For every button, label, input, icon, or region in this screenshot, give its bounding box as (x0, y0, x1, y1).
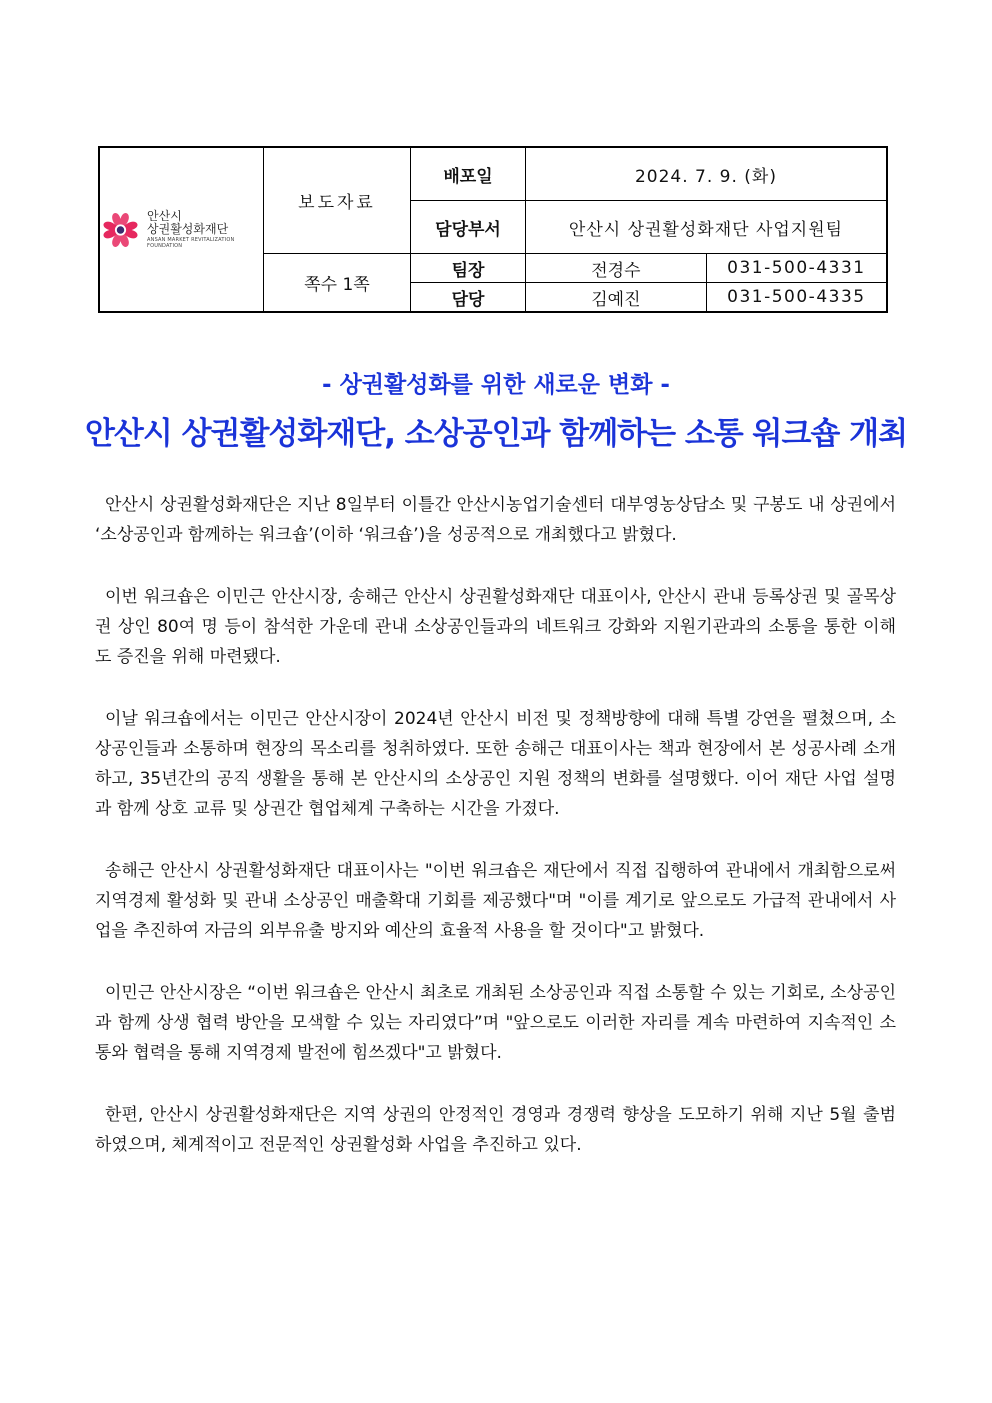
foundation-logo (100, 208, 263, 252)
article-subheadline: - 상권활성화를 위한 새로운 변화 - (322, 372, 670, 398)
staff-name: 김예진 (526, 283, 707, 312)
release-date-label: 배포일 (411, 147, 526, 201)
article-paragraph: 이번 워크숍은 이민근 안산시장, 송해근 안산시 상권활성화재단 대표이사, 안산시 관내 등록상권 및 골목상권 상인 80여 명 등이 참석한 가운데 관내 소상공인들과의 네트워크 강화와 지원기관과의 소통을 통한 이해도 증진을 위해 마련됐다. (95, 587, 896, 667)
team-lead-label: 팀장 (411, 254, 526, 283)
article-paragraph: 이민근 안산시장은 “이번 워크숍은 안산시 최초로 개최된 소상공인과 직접 소통할 수 있는 기회로, 소상공인과 함께 상생 협력 방안을 모색할 수 있는 자리였다”며 "앞으로도 이러한 자리를 계속 마련하여 지속적인 소통와 협력을 통해 지역경제 발전에 힘쓰겠다"고 밝혔다. (95, 983, 896, 1063)
release-date-value: 2024. 7. 9. (화) (526, 147, 888, 201)
article-paragraph: 안산시 상권활성화재단은 지난 8일부터 이틀간 안산시농업기술센터 대부영농상담소 및 구봉도 내 상권에서 ‘소상공인과 함께하는 워크숍’(이하 ‘워크숍’)을 성공적으로 개최했다고 밝혔다. (95, 495, 896, 545)
department-label: 담당부서 (411, 201, 526, 254)
logo-org-line2: 상권활성화재단 (147, 222, 229, 236)
article-body (95, 490, 896, 1192)
team-lead-phone: 031-500-4331 (706, 254, 887, 283)
article-paragraph: 한편, 안산시 상권활성화재단은 지역 상권의 안정적인 경영과 경쟁력 향상을 도모하기 위해 지난 5월 출범하였으며, 체계적이고 전문적인 상권활성화 사업을 추진하고 있다. (95, 1105, 896, 1155)
article-headline: 안산시 상권활성화재단, 소상공인과 함께하는 소통 워크숍 개최 (84, 416, 908, 452)
team-lead-name: 전경수 (526, 254, 707, 283)
page-count: 쪽수 1쪽 (264, 254, 411, 312)
staff-phone: 031-500-4335 (706, 283, 887, 312)
staff-label: 담당 (411, 283, 526, 312)
foundation-logo-icon (100, 208, 141, 252)
article-paragraph: 이날 워크숍에서는 이민근 안산시장이 2024년 안산시 비전 및 정책방향에 대해 특별 강연을 펼쳤으며, 소상공인들과 소통하며 현장의 목소리를 청취하였다. 또한 송해근 대표이사는 책과 현장에서 본 성공사례 소개하고, 35년간의 공직 생활을 통해 본 안산시의 소상공인 지원 정책의 변화를 설명했다. 이어 재단 사업 설명과 함께 상호 교류 및 상권간 협업체계 구축하는 시간을 가졌다. (95, 709, 896, 819)
logo-org-line1: 안산시 (147, 208, 182, 223)
department-value: 안산시 상권활성화재단 사업지원팀 (526, 201, 888, 254)
logo-cell (99, 147, 264, 312)
press-release-header-table (98, 146, 888, 313)
article-paragraph: 송해근 안산시 상권활성화재단 대표이사는 "이번 워크숍은 재단에서 직접 집행하여 관내에서 개최함으로써 지역경제 활성화 및 관내 소상공인 매출확대 기회를 제공했다"며 "이를 계기로 앞으로도 가급적 관내에서 사업을 추진하여 자금의 외부유출 방지와 예산의 효율적 사용을 할 것이다"고 밝혔다. (95, 861, 896, 941)
doc-type-title: 보도자료 (264, 147, 411, 254)
logo-org-english: ANSAN MARKET REVITALIZATION FOUNDATION (147, 237, 235, 249)
